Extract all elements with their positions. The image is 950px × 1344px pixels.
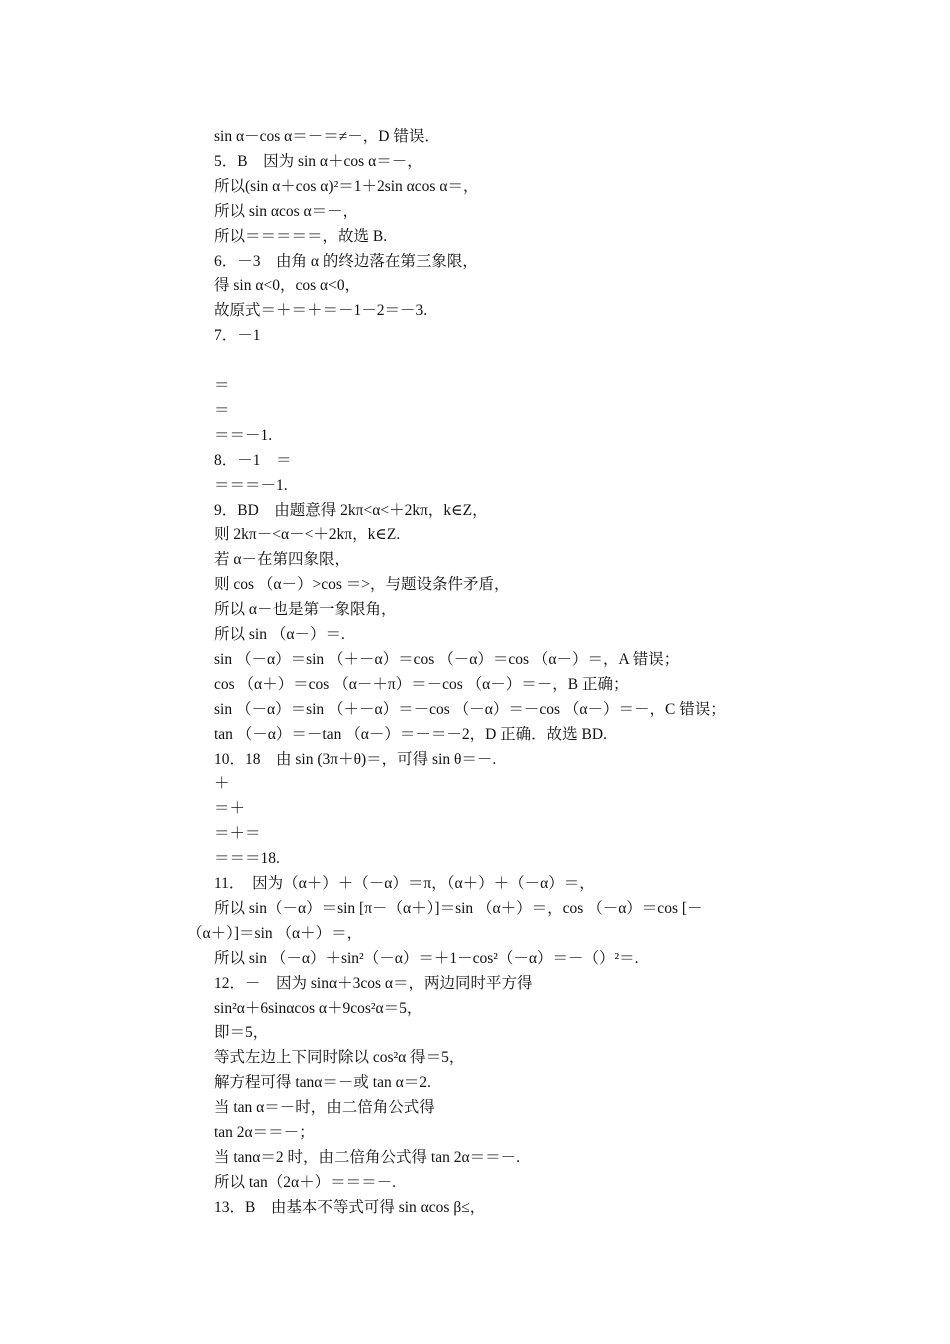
text-line: tan 2α＝＝－； <box>214 1124 315 1141</box>
text-line: 当 tanα＝2 时，由二倍角公式得 tan 2α＝＝－. <box>214 1149 520 1166</box>
text-line: 所以 sin（－α）＝sin [π－（α＋）]＝sin （α＋）＝，cos （－α）＝cos [－ <box>214 900 703 917</box>
text-line: 所以 sin （α－）＝. <box>214 626 345 643</box>
text-line: 5．B 因为 sin α＋cos α＝－， <box>214 153 423 170</box>
text-line: ＝＝－1. <box>214 427 273 444</box>
text-line: 则 2kπ－<α－<＋2kπ，k∈Z. <box>214 526 401 543</box>
text-line: cos （α＋）＝cos （α－＋π）＝－cos （α－）＝－，B 正确； <box>214 676 629 693</box>
text-line: 等式左边上下同时除以 cos²α 得＝5， <box>214 1049 465 1066</box>
text-line: tan （－α）＝－tan （α－）＝－＝－2，D 正确．故选 BD. <box>214 726 607 743</box>
text-line: 6．－3 由角 α 的终边落在第三象限， <box>214 253 478 270</box>
text-line: 所以＝＝＝＝＝，故选 B. <box>214 228 388 245</box>
text-line: 即＝5， <box>214 1024 269 1041</box>
text-line: 10．18 由 sin (3π＋θ)＝，可得 sin θ＝－. <box>214 751 497 768</box>
text-line: 若 α－在第四象限， <box>214 551 350 568</box>
text-line: 7．－1 <box>214 327 261 344</box>
text-line: sin α－cos α＝－＝≠－，D 错误． <box>214 128 440 145</box>
text-line: ＝＝＝－1. <box>214 477 288 494</box>
text-line: 13．B 由基本不等式可得 sin αcos β≤， <box>214 1199 486 1216</box>
text-line: ＝＋＝ <box>214 825 261 842</box>
text-line: 11． 因为（α＋）＋（－α）＝π，（α＋）＋（－α）＝， <box>214 875 595 892</box>
text-line: 得 sin α<0，cos α<0， <box>214 277 361 294</box>
text-line: 则 cos （α－）>cos ＝>，与题设条件矛盾， <box>214 576 510 593</box>
text-line: ＝＝＝18. <box>214 850 280 867</box>
text-line: ＝ <box>214 402 230 419</box>
text-line: 解方程可得 tanα＝－或 tan α＝2. <box>214 1074 431 1091</box>
text-line: 所以 sin （－α）＋sin²（－α）＝＋1－cos²（－α）＝－（）²＝. <box>214 950 639 967</box>
text-line: sin （－α）＝sin （＋－α）＝cos （－α）＝cos （α－）＝，A 错误； <box>214 651 680 668</box>
text-line: 故原式＝＋＝＋＝－1－2＝－3. <box>214 302 428 319</box>
text-line: sin²α＋6sinαcos α＋9cos²α＝5， <box>214 1000 423 1017</box>
text-line: 当 tan α＝－时，由二倍角公式得 <box>214 1099 435 1116</box>
text-line: sin （－α）＝sin （＋－α）＝－cos （－α）＝－cos （α－）＝－，C 错误； <box>214 701 726 718</box>
text-line: 8．－1 ＝ <box>214 452 292 469</box>
text-line: 9．BD 由题意得 2kπ<α<＋2kπ，k∈Z， <box>214 502 488 519</box>
text-line: 所以 α－也是第一象限角， <box>214 601 397 618</box>
text-line: 所以 tan（2α＋）＝＝＝－. <box>214 1174 397 1191</box>
text-line: 12．－ 因为 sinα＋3cos α＝，两边同时平方得 <box>214 975 533 992</box>
text-line: 所以(sin α＋cos α)²＝1＋2sin αcos α＝， <box>214 178 479 195</box>
text-line: （α＋）]＝sin （α＋）＝， <box>187 925 363 942</box>
text-line: ＝ <box>214 377 230 394</box>
text-line: ＋ <box>214 775 230 792</box>
text-line: ＝＋ <box>214 800 246 817</box>
text-line: 所以 sin αcos α＝－， <box>214 203 359 220</box>
